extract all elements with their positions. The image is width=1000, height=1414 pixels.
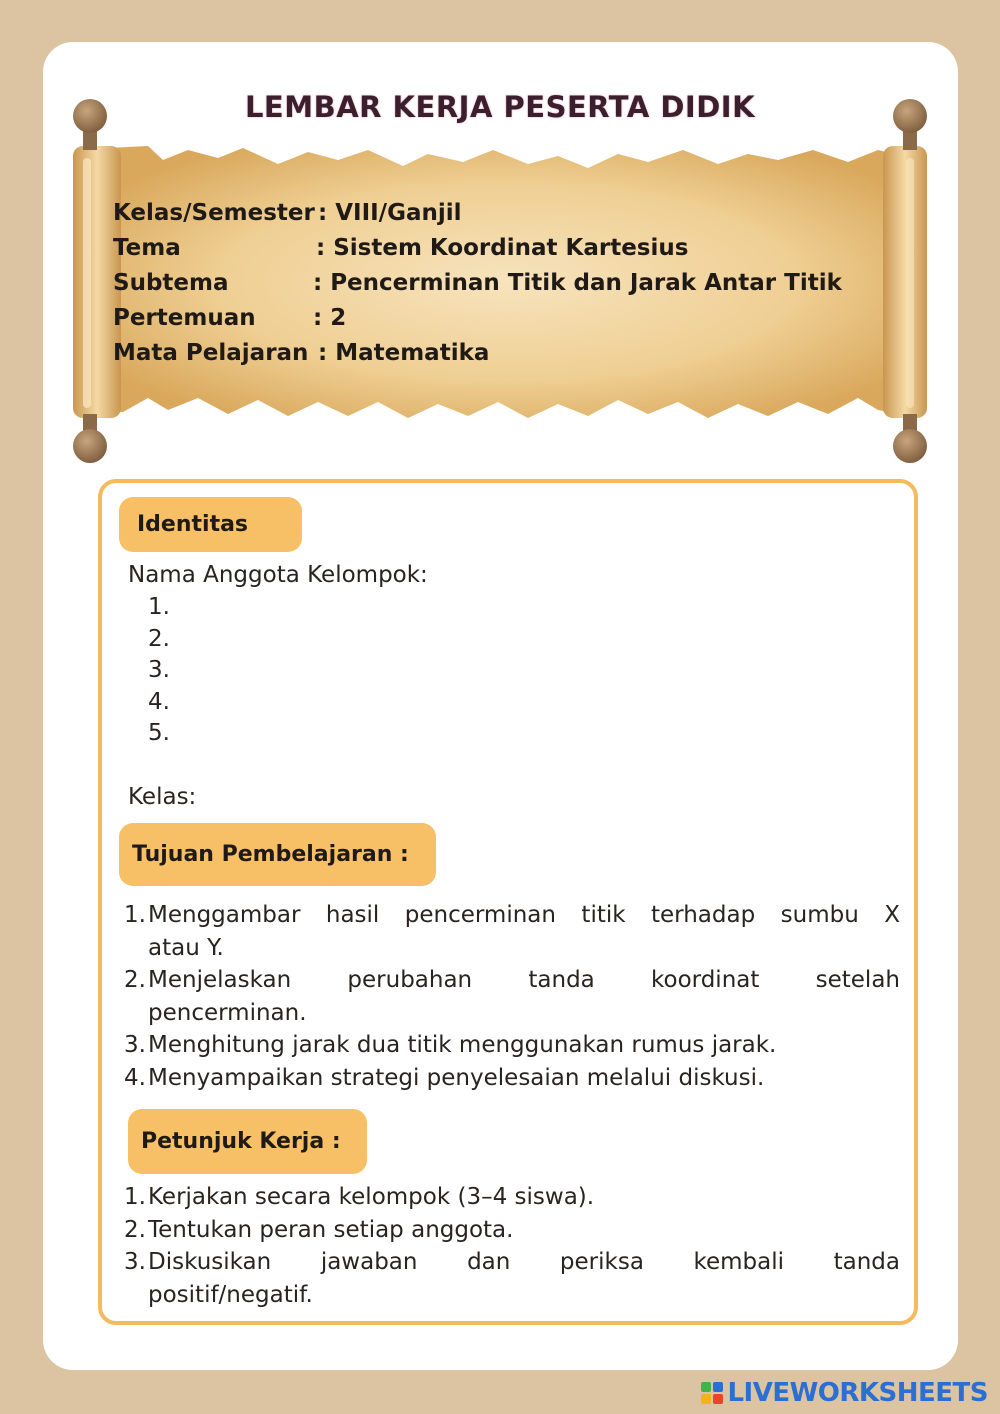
brand-text: LIVEWORKSHEETS [727, 1378, 988, 1408]
member-number: 2. [148, 626, 170, 652]
list-number: 3. [124, 1249, 146, 1275]
list-item [124, 964, 900, 1029]
list-number: 2. [124, 967, 146, 993]
info-value: : VIII/Ganjil [318, 200, 462, 226]
info-label: Kelas/Semester [113, 200, 315, 226]
list-number: 3. [124, 1032, 146, 1058]
liveworksheets-brand[interactable] [701, 1378, 988, 1408]
right-roll [883, 146, 927, 418]
kelas-label: Kelas: [128, 784, 197, 810]
member-number: 3. [148, 657, 170, 683]
list-number: 1. [124, 1184, 146, 1210]
list-text: Kerjakan secara kelompok (3–4 siswa). [148, 1184, 595, 1210]
info-value: : Sistem Koordinat Kartesius [316, 235, 689, 261]
list-item [124, 1214, 900, 1247]
info-label: Subtema [113, 270, 229, 296]
list-text: Diskusikan jawaban dan periksa kembali tanda [148, 1249, 900, 1275]
list-item [124, 1246, 900, 1311]
list-text: Menggambar hasil pencerminan titik terhadap sumbu X [148, 902, 900, 928]
left-roll-shine [83, 158, 91, 408]
list-number: 4. [124, 1064, 146, 1091]
list-text: Tentukan peran setiap anggota. [148, 1216, 514, 1243]
petunjuk-list [124, 1181, 900, 1311]
list-item [124, 1181, 900, 1214]
list-text-cont: atau Y. [148, 934, 224, 961]
petunjuk-heading: Petunjuk Kerja : [128, 1109, 367, 1174]
page-title: LEMBAR KERJA PESERTA DIDIK [244, 90, 756, 124]
list-text-cont: pencerminan. [148, 999, 307, 1026]
tujuan-heading: Tujuan Pembelajaran : [119, 823, 436, 886]
list-number: 1. [124, 902, 146, 928]
list-text-cont: positif/negatif. [148, 1281, 313, 1308]
list-text: Menyampaikan strategi penyelesaian melalui diskusi. [148, 1064, 765, 1091]
info-label: Pertemuan [113, 305, 256, 331]
info-value: : Matematika [318, 340, 490, 366]
list-text: Menjelaskan perubahan tanda koordinat setelah [148, 967, 900, 993]
left-bottom-knob [73, 429, 107, 463]
member-number: 4. [148, 689, 170, 715]
right-roll-shine [906, 158, 914, 408]
tujuan-list [124, 899, 900, 1094]
info-label: Mata Pelajaran [113, 340, 309, 366]
list-number: 2. [124, 1216, 146, 1243]
list-item [124, 1062, 900, 1095]
members-label: Nama Anggota Kelompok: [128, 562, 428, 588]
info-value: : 2 [313, 305, 347, 331]
right-bottom-knob [893, 429, 927, 463]
list-text: Menghitung jarak dua titik menggunakan rumus jarak. [148, 1032, 777, 1058]
liveworksheets-logo-icon [701, 1382, 723, 1404]
info-label: Tema [113, 235, 181, 261]
member-number: 5. [148, 720, 170, 746]
identitas-heading: Identitas [119, 497, 302, 552]
info-value: : Pencerminan Titik dan Jarak Antar Titik [313, 270, 842, 296]
list-item [124, 899, 900, 964]
list-item [124, 1029, 900, 1062]
member-number: 1. [148, 594, 170, 620]
